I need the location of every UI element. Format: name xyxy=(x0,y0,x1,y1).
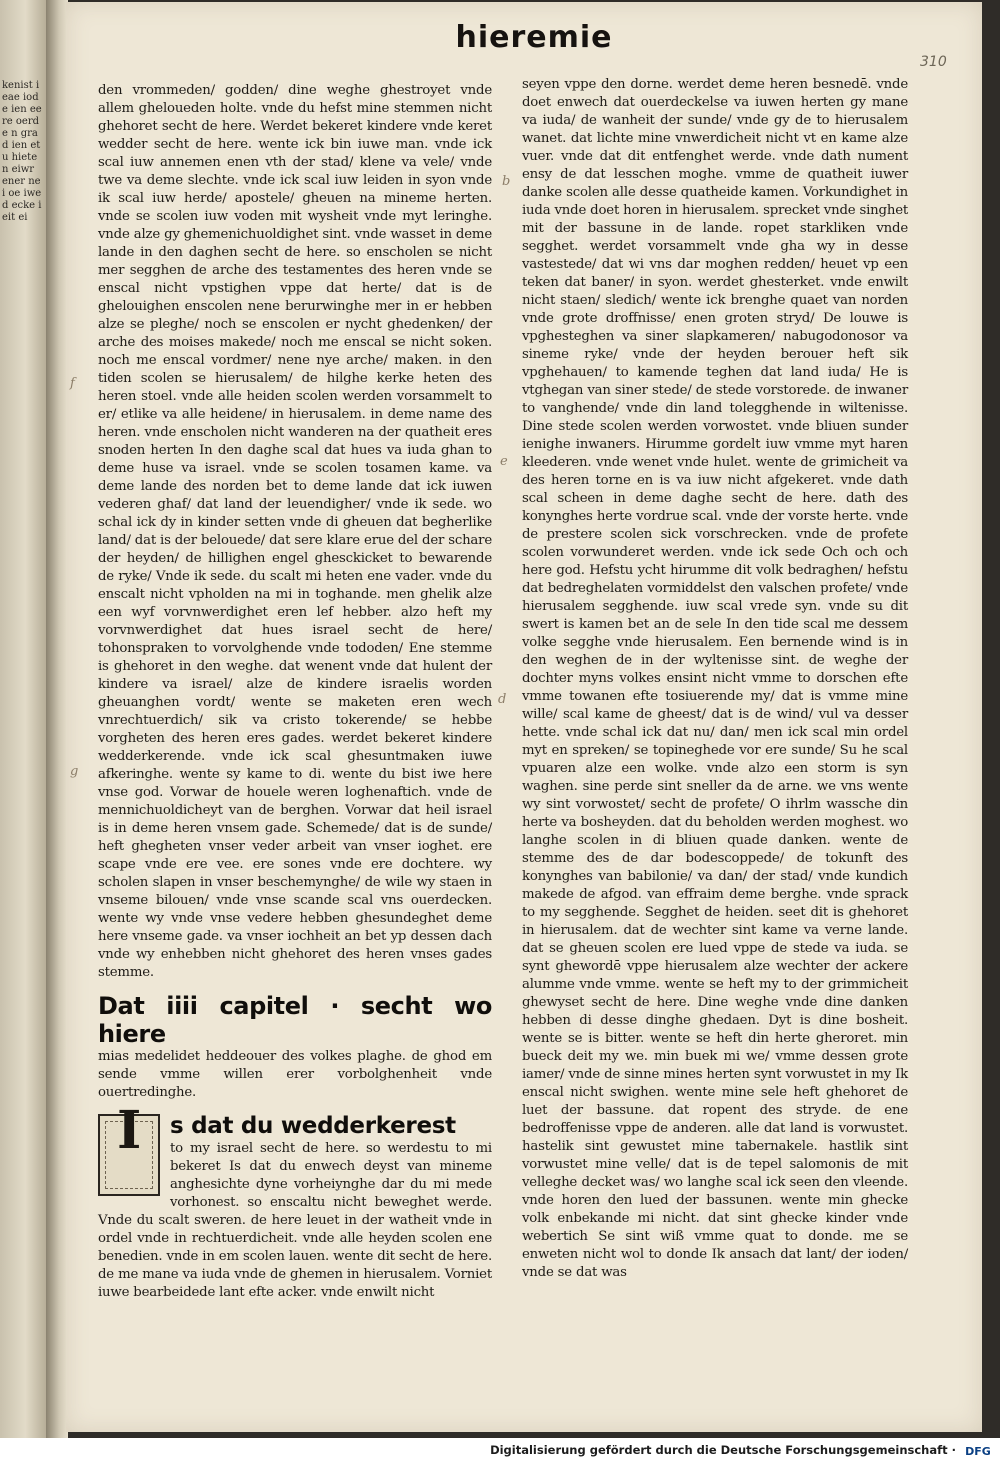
decorated-initial xyxy=(98,1100,160,1196)
dfg-logo-text: DFG xyxy=(965,1445,991,1458)
footer-bar xyxy=(0,1438,1000,1464)
left-column-body: den vrommeden/ godden/ dine weghe ghestroyet vnde allem gheloueden holte. vnde du hefst mine stemmen nicht ghehoret secht de here. Werdet bekeret kindere vnde keret wedder secht de here. wente ick bin iuwe man. vnde ick scal iuw annemen enen vth der stad/ klene va vele/ vnde twe va deme slechte. vnde ick scal iuw leiden in syon vnde ik scal iuw herde/ apostele/ gheuen na mineme herten. vnde se scolen iuw voden mit wysheit vnde myt leringhe. vnde alze gy ghemenichuoldighet sint. vnde wasset in deme lande in den daghen secht de here. so enscholen se nicht mer segghen de arche des testamentes des heren vnde se enscal nicht vpstighen vppe dat herte/ dat is de ghelouighen enscolen nene berurwinghe mer in er hebben alze se pleghe/ noch se enscolen er nycht ghedenken/ der arche des moises makede/ noch me enscal se nicht soken. noch me enscal vordmer/ nene nye arche/ maken. in den tiden scolen se hierusalem/ de hilghe kerke heten des heren stoel. vnde alle heiden scolen werden vorsammelt to er/ etlike va alle heidene/ in hierusalem. in deme name des heren. vnde enscholen nicht wanderen na der quatheit eres snoden herten In den daghe scal dat hues va iuda ghan to deme huse va israel. vnde se scolen tosamen kame. va deme lande des norden bet to deme lande dat ick iuwen vederen ghaf/ dat land der leuendigher/ vnde ik sede. wo schal ick dy in kinder setten vnde di gheuen dat begherlike land/ dat is der belouede/ dat sere klare erue del der schare der heyden/ de hillighen engel ghesckicket to bewarende de ryke/ Vnde ik sede. du scalt mi heten ene vader. vnde du enscalt nicht vpholden na mi in toghande. men ghelik alze een wyf vorvnwerdighet eren lef hebber. alzo heft my vorvnwerdighet dat hues israel secht de here/ tohonspraken to vorvolghende vnde tododen/ Ene stemme is ghehoret in den weghe. dat wenent vnde dat hulent der kindere va israel/ alze de kindere israelis worden gheuanghen vordt/ wente se maketen eren wech vnrechtuerdich/ sik va cristo tokerende/ se hebbe vorgheten des heren eres gades. werdet bekeret kindere wedderkerende. vnde ick scal ghesuntmaken iuwe afkeringhe. wente sy kame to di. wente du bist iwe here vnse god. Vorwar de houele weren loghenaftich. vnde de mennichuoldicheyt van de berghen. Vorwar dat heil israel is in deme heren vnsem gade. Schemede/ dat is de sunde/ heft ghegheten vnser veder arbeit van vnser ioghet. ere scape vnde ere vee. ere sones vnde ere dochtere. wy scholen slapen in vnser beschemynghe/ de wile wy staen in vnseme bilouen/ vnde vnse scande scal vns ouerdecken. wente wy vnde vnse vedere hebben ghesundeghet deme here vnseme gade. va vnser iochheit an bet yp dessen dach vnde wy enhebben nicht ghehoret des heren vnses gades stemme. xyxy=(98,83,492,980)
margin-mark: d xyxy=(498,692,507,707)
margin-mark: g xyxy=(70,764,79,779)
chapter-subtitle: mias medelidet heddeouer des volkes plaghe. de ghod em sende vmme willen erer vorbolghenheit vnde ouertredinghe. xyxy=(98,1049,492,1100)
left-column xyxy=(98,82,492,1302)
chapter-heading: Dat iiii capitel · secht wo hiere xyxy=(98,992,492,1048)
footer-credit: Digitalisierung gefördert durch die Deutsche Forschungsgemeinschaft · xyxy=(490,1443,956,1457)
book-gutter xyxy=(46,0,68,1438)
initial-letter: I xyxy=(116,1100,142,1161)
dfg-logo-icon xyxy=(962,1442,994,1459)
chapter-body: to my israel secht de here. so werdestu to mi bekeret Is dat du enwech deyst van mineme anghesichte dyne vorheiynghe dar du mi mede vorhonest. so enscaltu nicht beweghet werde. Vnde du scalt sweren. de here leuet in der watheit vnde in ordel vnde in rechtuerdicheit. vnde alle heyden scolen ene benedien. vnde in em scolen lauen. wente dit secht de here. de me mane va iuda vnde de ghemen in hierusalem. Vorniet iuwe bearbeidede lant efte acker. vnde enwilt nicht xyxy=(98,1141,492,1300)
margin-mark: e xyxy=(500,454,508,469)
left-page-fragment: kenist ieae iode ien eere oerde n grad ien etu hieten eiwr ener nei oe iwe d ecke ieit ei xyxy=(2,80,45,223)
folio-number: 310 xyxy=(920,54,947,70)
chapter-opening xyxy=(98,1100,492,1302)
right-column-body: seyen vppe den dorne. werdet deme heren besnedē. vnde doet enwech dat ouerdeckelse va iuwen herten gy mane va iuda/ de wanheit der sunde/ vnde gy de to hierusalem wanet. dat lichte mine vnwerdicheit nicht vt en kame alze vuer. vnde dat dit entfenghet werde. vnde dath nument ensy de dat lesschen moghe. vmme de quatheit iuwer danke scolen alle desse quatheide kamen. Vorkundighet in iuda vnde doet horen in hierusalem. sprecket vnde singhet mit der bassune in de lande. ropet starkliken vnde segghet. werdet vorsammelt vnde gha wy in desse vastestede/ dat wi vns dar moghen redden/ heuet vp een teken dat baner/ in syon. werdet ghesterket. vnde enwilt nicht staen/ sledich/ wente ick brenghe quaet van norden vnde grote droffnisse/ enen groten stryd/ De louwe is vpghesteghen va siner slapkameren/ nabugodonosor va sineme ryke/ vnde der heyden berouer heft sik vpghehauen/ to kamende teghen dat land iuda/ He is vtghegan van siner stede/ de stede vorstorede. de inwaner to vanghende/ vnde din land tolegghende in wiltenisse. Dine stede scolen werden vorwostet. vnde bliuen sunder ienighe inwaners. Hirumme gordelt iuw vmme myt haren kleederen. vnde wenet vnde hulet. wente de grimicheit va des heren torne en is va iuw nicht afgekeret. vnde dath scal scheen in deme daghe secht de here. dath des konynghes herte vordrue scal. vnde der vorste herte. vnde de prestere scolen sick vorschrecken. vnde de profete scolen vorwunderet werden. vnde ick sede Och och och here god. Hefstu ycht hirumme dit volk bedraghen/ hefstu dat bedreghelaten vormiddelst den valschen profete/ vnde hierusalem segghende. iuw scal vrede syn. vnde su dit swert is kamen bet an de sele In den tide scal me dessem volke segghe vnde hierusalem. Een bernende wind is in den weghen de in der wyltenisse sint. de weghe der dochter myns volkes ensint nicht vmme to dorschen efte vmme towanen efte tosiuerende my/ dat is vmme mine wille/ scal kame de gheest/ dat is de wind/ vul va desser hette. vnde schal ick dat nu/ dan/ men ick scal min ordel myt en spreken/ se topineghede vor ere sunde/ Su he scal vpuaren alze een wolke. vnde alzo een storm is syn waghen. sine perde sint sneller da de arne. we vns wente wy sint vorwostet/ secht de profete/ O ihrlm wassche din herte va bosheyden. dat du beholden werden moghest. wo langhe scolen in di bliuen quade danken. wente de stemme des de dar bodescoppede/ de tokunft des konynghes van babilonie/ va dan/ der stad/ vnde kundich makede de afgod. van effraim deme berghe. vnde sprack to my segghende. Segghet de heiden. seet dit is ghehoret in hierusalem. dat de wechter sint kame va verne lande. dat se gheuen scolen ere lued vppe de stede va iuda. se synt ghewordē vppe hierusalem alze wechter der ackere alumme vnde vmme. wente se heft my to der grimmicheit ghewyset secht de here. Dine weghe vnde dine danken hebben di desse dinghe ghedaen. Dyt is dine bosheit. wente se is bitter. wente se heft din herte gheroret. min bueck deit my we. min buek mi we/ vmme dessen grote iamer/ vnde de sinne mines herten synt vorwustet in my Ik enscal nicht swighen. wente mine sele heft ghehoret de luet der bassune. dat ropent des stryde. de ene bedroffenisse vppe de anderen. alle dat land is vorwustet. hastelik sint gewustet mine tabernakele. hastlik sint vorwustet mine velle/ dat is de tepel salomonis de mit velleghe decket was/ wo langhe scal ick seen den vleende. vnde horen den lued der bassunen. wente min ghecke volk enbekande mi nicht. dat sint ghecke kinder vnde webertich Se sint wiß vmme quat to donde. me se enweten nicht wol to donde Ik ansach dat lant/ der ioden/ vnde se dat was xyxy=(522,77,909,1280)
margin-mark: b xyxy=(502,174,511,189)
right-column xyxy=(522,76,908,1282)
running-title: hieremie xyxy=(455,20,613,55)
left-page-edge xyxy=(0,0,46,1438)
opening-line: s dat du wedderkerest xyxy=(170,1113,456,1139)
margin-mark: f xyxy=(70,376,75,391)
right-page xyxy=(66,2,982,1432)
